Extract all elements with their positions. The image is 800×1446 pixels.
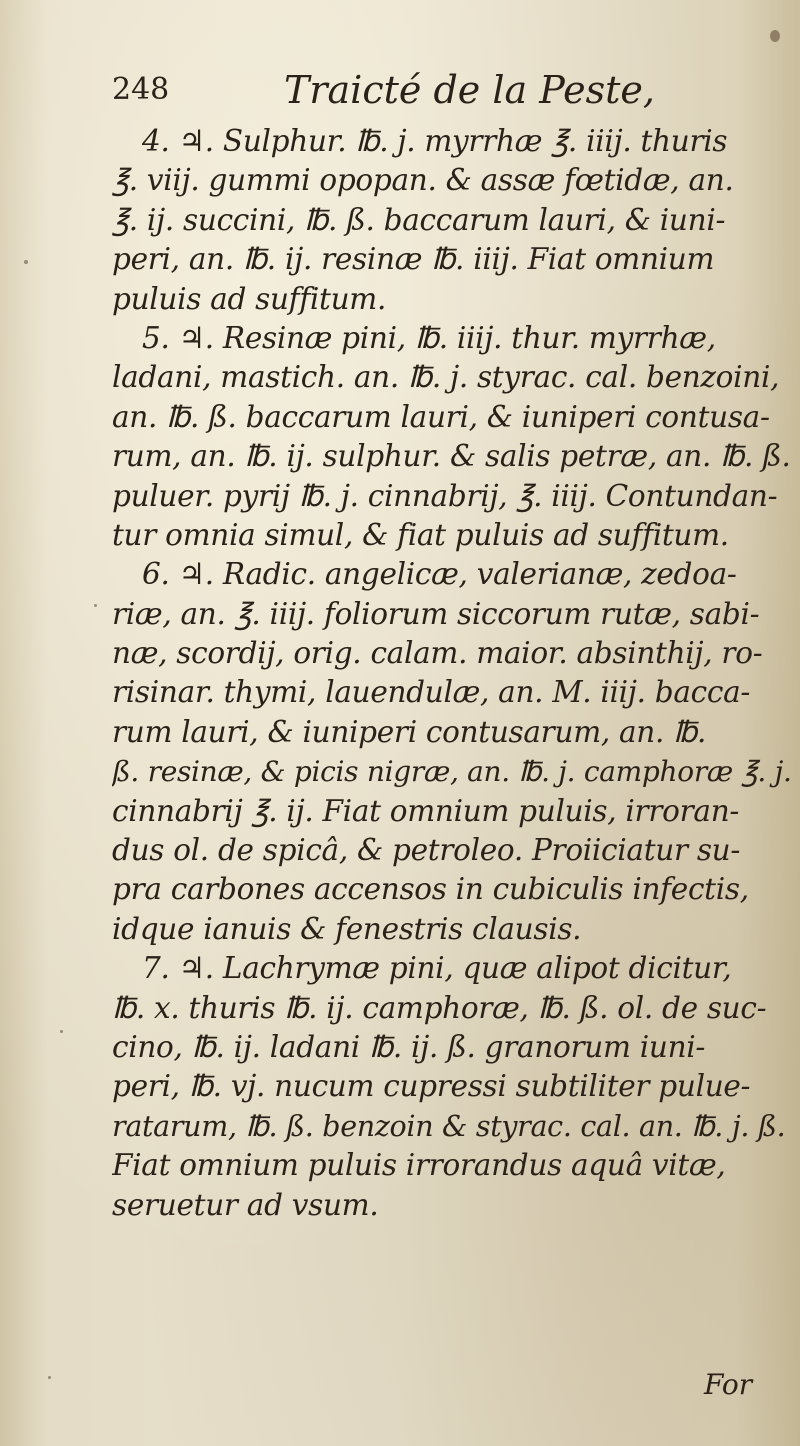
text-line: ℔. x. thuris ℔. ij. camphoræ, ℔. ß. ol. de suc-	[112, 990, 767, 1025]
text-line: pra carbones accensos in cubiculis infectis,	[112, 872, 749, 907]
text-line: rum lauri, & iuniperi contusarum, an. ℔.	[112, 714, 707, 749]
paper-speck	[770, 30, 780, 42]
text-line: an. ℔. ß. baccarum lauri, & iuniperi contusa-	[112, 399, 770, 434]
text-line: ℥. viij. gummi opopan. & assæ fœtidæ, an.	[112, 163, 734, 198]
page-header	[112, 66, 712, 122]
text-line: cino, ℔. ij. ladani ℔. ij. ß. granorum iuni-	[112, 1029, 706, 1064]
text-line: 6. ♃. Radic. angelicæ, valerianæ, zedoa-	[142, 557, 737, 592]
text-line: ℥. ij. succini, ℔. ß. baccarum lauri, & iuni-	[112, 202, 726, 237]
page-number: 248	[112, 72, 170, 107]
text-line: risinar. thymi, lauendulæ, an. M. iiij. bacca-	[112, 675, 751, 710]
text-line: tur omnia simul, & fiat puluis ad suffitum.	[112, 517, 729, 552]
text-line: næ, scordij, orig. calam. maior. absinthij, ro-	[112, 636, 763, 671]
text-line: rum, an. ℔. ij. sulphur. & salis petræ, an. ℔. ß.	[112, 439, 791, 474]
paper-speck	[60, 1030, 63, 1033]
running-title: Traicté de la Peste,	[284, 68, 655, 112]
text-line: 7. ♃. Lachrymæ pini, quæ alipot dicitur,	[142, 951, 732, 986]
text-line: ratarum, ℔. ß. benzoin & styrac. cal. an. ℔. j. ß.	[112, 1109, 786, 1143]
text-line: dus ol. de spicâ, & petroleo. Proiiciatur su-	[112, 833, 741, 868]
paper-speck	[48, 1376, 51, 1379]
text-line: idque ianuis & fenestris clausis.	[112, 911, 582, 946]
text-line: ß. resinæ, & picis nigræ, an. ℔. j. camphoræ ℥. j.	[112, 755, 792, 789]
text-line: peri, ℔. vj. nucum cupressi subtiliter pulue-	[112, 1069, 751, 1104]
catchword: For	[704, 1368, 753, 1401]
text-line: ladani, mastich. an. ℔. j. styrac. cal. benzoini,	[112, 360, 780, 395]
text-line: cinnabrij ℥. ij. Fiat omnium puluis, irroran-	[112, 793, 740, 828]
text-line: seruetur ad vsum.	[112, 1187, 379, 1222]
text-line: riæ, an. ℥. iiij. foliorum siccorum rutæ, sabi-	[112, 596, 760, 631]
paper-speck	[24, 260, 28, 264]
text-line: puluer. pyrij ℔. j. cinnabrij, ℥. iiij. Contundan-	[112, 478, 778, 513]
text-body	[112, 122, 792, 1225]
paper-speck	[94, 604, 97, 607]
text-line: peri, an. ℔. ij. resinæ ℔. iiij. Fiat omnium	[112, 242, 715, 277]
text-line: 4. ♃. Sulphur. ℔. j. myrrhæ ℥. iiij. thuris	[142, 124, 728, 158]
text-line: puluis ad suffitum.	[112, 281, 387, 316]
text-line: Fiat omnium puluis irrorandus aquâ vitæ,	[112, 1148, 726, 1183]
text-line: 5. ♃. Resinæ pini, ℔. iiij. thur. myrrhæ,	[142, 320, 716, 355]
